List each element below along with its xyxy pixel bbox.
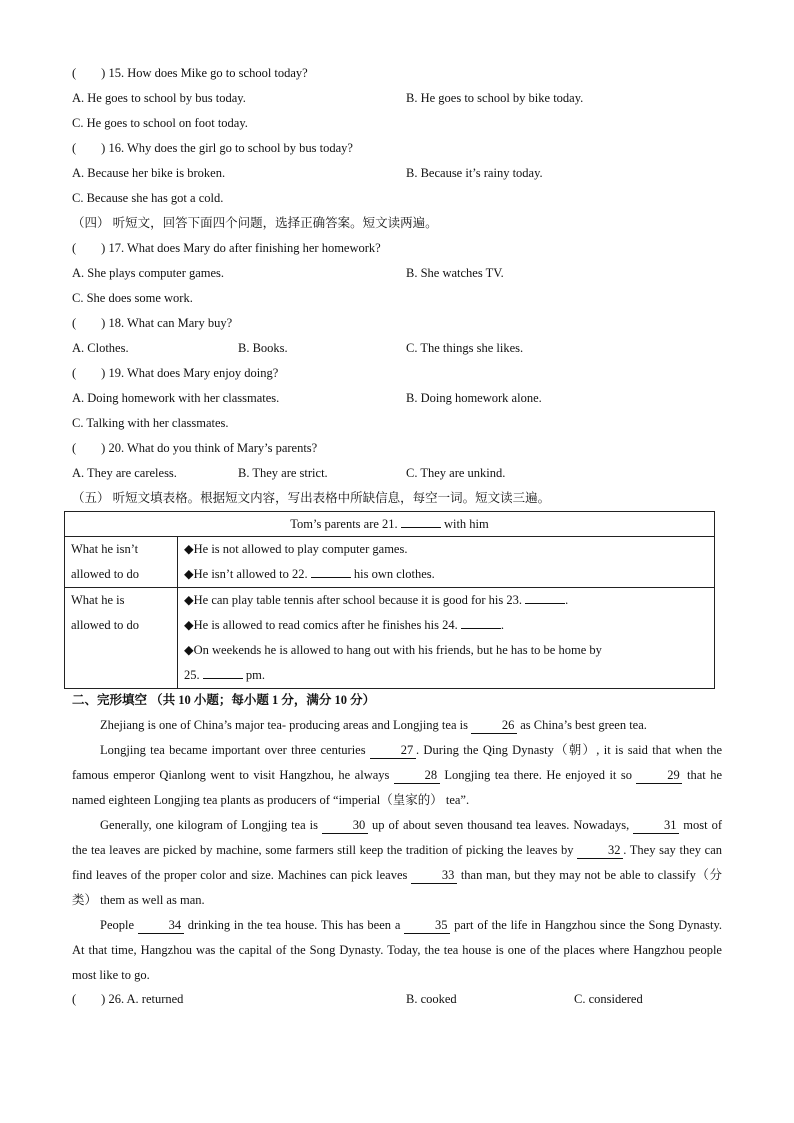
blank-21[interactable] bbox=[401, 513, 441, 528]
row2-line4 bbox=[184, 663, 708, 688]
q16-option-c[interactable]: C. Because she has got a cold. bbox=[72, 191, 224, 205]
info-table bbox=[64, 511, 715, 689]
p3-text-g: may not be able to classify（分类） them as well as man. bbox=[72, 868, 722, 907]
p2-text-b: . During the Qing Dynasty（朝）, it is said that bbox=[415, 743, 671, 757]
question-18-options-row bbox=[72, 337, 722, 359]
cloze-para-1 bbox=[72, 713, 722, 738]
q18-option-a[interactable]: A. Clothes. bbox=[72, 341, 129, 355]
blank-25[interactable] bbox=[203, 664, 243, 679]
row2-line4-pre: 25. bbox=[184, 668, 200, 682]
q26-option-c[interactable]: C. considered bbox=[574, 992, 643, 1006]
q15-option-b[interactable]: B. He goes to school by bike today. bbox=[406, 91, 584, 105]
p4-text-b: drinking in the tea house. This has been a bbox=[187, 918, 401, 932]
p1-text-b: as China’s best green tea. bbox=[520, 718, 647, 732]
p2-text-f: that he named eighteen Longjing tea plants as producers of “imperial（皇家的） tea”. bbox=[72, 768, 722, 807]
q19-option-a[interactable]: A. Doing homework with her classmates. bbox=[72, 391, 280, 405]
q19-option-b[interactable]: B. Doing homework alone. bbox=[406, 391, 542, 405]
question-19-stem: ( ) 19. What does Mary enjoy doing? bbox=[72, 366, 279, 380]
q20-option-b[interactable]: B. They are strict. bbox=[238, 466, 328, 480]
p2-text-d: Longjing tea there. He enjoyed it bbox=[444, 768, 617, 782]
p4-text-a: People bbox=[100, 918, 135, 932]
blank-22[interactable] bbox=[311, 563, 351, 578]
table-header-pre: Tom’s parents are 21. bbox=[290, 517, 398, 531]
q16-option-a[interactable]: A. Because her bike is broken. bbox=[72, 166, 226, 180]
q18-option-c[interactable]: C. The things she likes. bbox=[406, 341, 524, 355]
row2-line3: ◆On weekends he is allowed to hang out with his friends, but he has to be home by bbox=[184, 643, 602, 657]
question-15-stem: ( ) 15. How does Mike go to school today? bbox=[72, 66, 308, 80]
q26-option-b[interactable]: B. cooked bbox=[406, 992, 457, 1006]
row2-label bbox=[65, 588, 178, 689]
row2-line1-post: . bbox=[565, 593, 569, 607]
row2-line2-post: . bbox=[500, 618, 505, 632]
blank-35[interactable]: 35 bbox=[404, 917, 450, 934]
question-26-row bbox=[72, 988, 722, 1010]
q17-option-c[interactable]: C. She does some work. bbox=[72, 291, 193, 305]
question-18-stem: ( ) 18. What can Mary buy? bbox=[72, 316, 233, 330]
row2-line1-pre: ◆He can play table tennis after school because it is good for his 23. bbox=[184, 593, 522, 607]
row2-line1 bbox=[184, 588, 708, 613]
table-header-post: with him bbox=[443, 517, 489, 531]
p2-text-c: when the famous emperor Qianlong went to visit Hangzhou, he always bbox=[72, 743, 722, 782]
q16-option-b[interactable]: B. Because it’s rainy today. bbox=[406, 166, 543, 180]
question-16-options-row bbox=[72, 162, 722, 184]
q19-option-c[interactable]: C. Talking with her classmates. bbox=[72, 416, 229, 430]
q17-option-b[interactable]: B. She watches TV. bbox=[406, 266, 504, 280]
row1-label-b: allowed to do bbox=[71, 567, 140, 581]
blank-32[interactable]: 32 bbox=[577, 842, 623, 859]
question-17-options-row bbox=[72, 262, 722, 284]
p2-text-e: so bbox=[620, 768, 632, 782]
p4-text-c: part of the life in Hangzhou since the bbox=[454, 918, 645, 932]
p2-text-a: Longjing tea became important over three centuries bbox=[100, 743, 366, 757]
blank-33[interactable]: 33 bbox=[411, 867, 457, 884]
p4-text-e: places where Hangzhou people most like to go. bbox=[72, 943, 722, 982]
question-19-options-row bbox=[72, 387, 722, 409]
cloze-para-3 bbox=[72, 813, 722, 913]
blank-34[interactable]: 34 bbox=[138, 917, 184, 934]
row2-line2-pre: ◆He is allowed to read comics after he finishes his 24. bbox=[184, 618, 458, 632]
row1-content bbox=[178, 537, 715, 588]
p3-text-a: Generally, one kilogram of Longjing tea is bbox=[100, 818, 318, 832]
row1-line2-post: his own clothes. bbox=[353, 567, 435, 581]
row2-line2 bbox=[184, 613, 708, 638]
question-20-stem: ( ) 20. What do you think of Mary’s parents? bbox=[72, 441, 318, 455]
blank-30[interactable]: 30 bbox=[322, 817, 368, 834]
p3-text-e: They say they can find leaves of the proper color and size. Machines can pick leaves bbox=[72, 843, 723, 882]
p3-text-f: than man, but they bbox=[460, 868, 556, 882]
section-4-title: （四） 听短文，回答下面四个问题，选择正确答案。短文读两遍。 bbox=[72, 216, 438, 230]
blank-23[interactable] bbox=[525, 589, 565, 604]
question-17-stem: ( ) 17. What does Mary do after finishing her homework? bbox=[72, 241, 381, 255]
p3-text-b: up of about seven thousand tea leaves. Nowadays, bbox=[372, 818, 630, 832]
row2-content bbox=[178, 588, 715, 689]
q20-option-a[interactable]: A. They are careless. bbox=[72, 466, 177, 480]
p4-text-d: Song Dynasty. At that time, Hangzhou was the capital of the Song Dynasty. Today, the tea house is one of the bbox=[72, 918, 723, 957]
table-header bbox=[65, 512, 715, 537]
q17-option-a[interactable]: A. She plays computer games. bbox=[72, 266, 225, 280]
row1-line2 bbox=[184, 562, 708, 587]
blank-29[interactable]: 29 bbox=[636, 767, 682, 784]
q20-option-c[interactable]: C. They are unkind. bbox=[406, 466, 506, 480]
row2-line4-post: pm. bbox=[245, 668, 265, 682]
p3-text-d: . bbox=[623, 843, 627, 857]
question-20-options-row bbox=[72, 462, 722, 484]
cloze-passage bbox=[72, 713, 722, 988]
row1-label bbox=[65, 537, 178, 588]
row2-label-a: What he is bbox=[71, 593, 125, 607]
cloze-title: 二、完形填空 （共 10 小题；每小题 1 分，满分 10 分） bbox=[72, 693, 376, 707]
section-5-title: （五） 听短文填表格。根据短文内容，写出表格中所缺信息，每空一词。短文读三遍。 bbox=[72, 491, 551, 505]
blank-31[interactable]: 31 bbox=[633, 817, 679, 834]
row2-label-b: allowed to do bbox=[71, 618, 140, 632]
blank-26[interactable]: 26 bbox=[471, 717, 517, 734]
p1-text-a: Zhejiang is one of China’s major tea- producing areas and Longjing tea is bbox=[100, 718, 468, 732]
q15-option-c[interactable]: C. He goes to school on foot today. bbox=[72, 116, 248, 130]
q15-option-a[interactable]: A. He goes to school by bus today. bbox=[72, 91, 246, 105]
q26-stem-option-a[interactable]: ( ) 26. A. returned bbox=[72, 992, 184, 1006]
cloze-para-4 bbox=[72, 913, 722, 988]
q18-option-b[interactable]: B. Books. bbox=[238, 341, 288, 355]
blank-27[interactable]: 27 bbox=[370, 742, 416, 759]
question-16-stem: ( ) 16. Why does the girl go to school by bus today? bbox=[72, 141, 353, 155]
question-15-options-row bbox=[72, 87, 722, 109]
row1-line2-pre: ◆He isn’t allowed to 22. bbox=[184, 567, 308, 581]
row1-label-a: What he isn’t bbox=[71, 542, 139, 556]
blank-24[interactable] bbox=[461, 614, 501, 629]
cloze-para-2 bbox=[72, 738, 722, 813]
row1-line1: ◆He is not allowed to play computer games. bbox=[184, 542, 408, 556]
blank-28[interactable]: 28 bbox=[394, 767, 440, 784]
p3-text-c: most of the tea leaves are picked by machine, some farmers still keep the tradition of picking the leaves by bbox=[72, 818, 722, 857]
